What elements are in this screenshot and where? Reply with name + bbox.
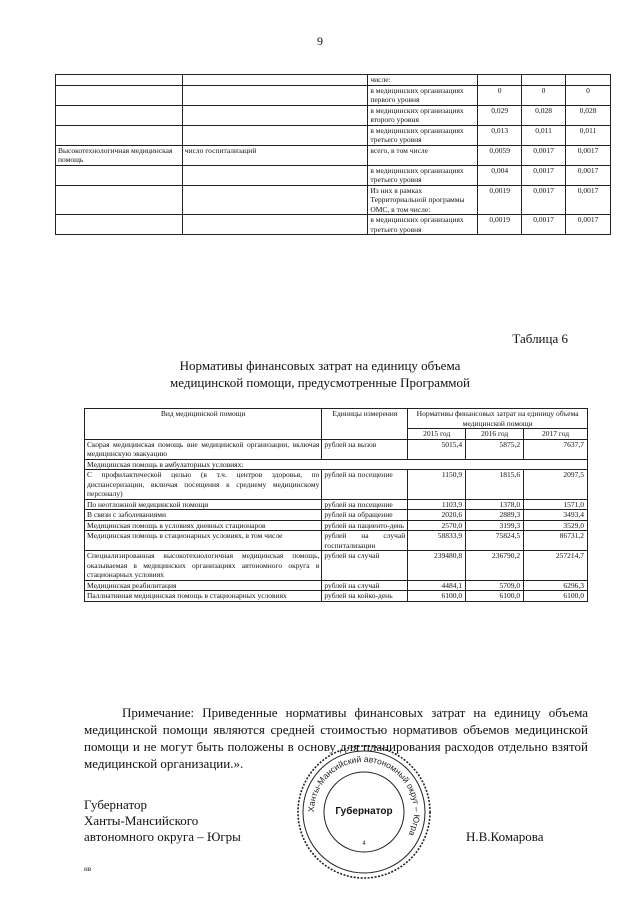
header-type: Вид медицинской помощи — [85, 409, 322, 440]
governor-okrug: автономного округа – Югры — [84, 829, 241, 844]
table-row — [85, 459, 588, 470]
cell-value: 1378,0 — [466, 499, 524, 510]
cell-unit: рублей на пациенто-день — [322, 520, 408, 531]
table-row — [85, 591, 588, 602]
table-row — [56, 85, 611, 105]
governor-region: Ханты-Мансийского — [84, 813, 199, 828]
cell-subcategory: в медицинских организациях третьего уровня — [368, 215, 478, 235]
governor-block — [84, 797, 241, 845]
cell-value — [478, 75, 522, 86]
cell-indicator — [182, 125, 368, 145]
cell-type — [56, 125, 183, 145]
table-title-line1: Нормативы финансовых затрат на единицу объема — [179, 358, 461, 373]
cell-value: 0,0017 — [522, 185, 566, 215]
cell-section-heading: Медицинская помощь в амбулаторных условиях: — [85, 459, 588, 470]
cell-unit: рублей на посещение — [322, 470, 408, 500]
cell-value: 75824,5 — [466, 531, 524, 551]
cell-value: 239480,8 — [408, 551, 466, 581]
table-label: Таблица 6 — [512, 331, 568, 346]
cell-value: 4484,1 — [408, 580, 466, 591]
cell-subcategory: числе: — [368, 75, 478, 86]
cell-value: 236790,2 — [466, 551, 524, 581]
financial-norms-table — [84, 408, 588, 602]
cell-indicator — [182, 215, 368, 235]
cell-indicator — [182, 75, 368, 86]
cell-value: 0,0017 — [566, 185, 611, 215]
volume-table-continuation — [55, 74, 611, 235]
header-year: 2017 год — [524, 429, 588, 440]
table-row — [85, 499, 588, 510]
table-row — [85, 439, 588, 459]
cell-value: 0,011 — [566, 125, 611, 145]
cell-value: 7637,7 — [524, 439, 588, 459]
official-seal — [294, 742, 434, 882]
header-year: 2016 год — [466, 429, 524, 440]
cell-unit: рублей на вызов — [322, 439, 408, 459]
seal-center-text: Губернатор — [335, 806, 393, 817]
cell-care-type: Паллиативная медицинская помощь в стационарных условиях — [85, 591, 322, 602]
cell-value: 0,0017 — [566, 145, 611, 165]
table-row — [85, 531, 588, 551]
cell-value: 6100,0 — [524, 591, 588, 602]
cell-unit: рублей на случай — [322, 551, 408, 581]
cell-value: 0,0019 — [478, 215, 522, 235]
cell-type — [56, 165, 183, 185]
header-units: Единицы измерения — [322, 409, 408, 440]
cell-unit: рублей на койко-день — [322, 591, 408, 602]
cell-value: 86731,2 — [524, 531, 588, 551]
cell-value: 0,0017 — [566, 215, 611, 235]
cell-value: 0 — [566, 85, 611, 105]
cell-value: 1571,0 — [524, 499, 588, 510]
cell-value: 2097,5 — [524, 470, 588, 500]
cell-value: 0,0017 — [522, 165, 566, 185]
cell-unit: рублей на обращение — [322, 510, 408, 521]
cell-value: 257214,7 — [524, 551, 588, 581]
cell-value: 1103,9 — [408, 499, 466, 510]
cell-value: 2020,6 — [408, 510, 466, 521]
cell-value: 0 — [478, 85, 522, 105]
cell-value: 6296,3 — [524, 580, 588, 591]
cell-value: 3493,4 — [524, 510, 588, 521]
cell-value: 5875,2 — [466, 439, 524, 459]
table-row — [85, 551, 588, 581]
cell-type — [56, 215, 183, 235]
cell-value: 0,013 — [478, 125, 522, 145]
page-number: 9 — [317, 34, 323, 48]
cell-type — [56, 75, 183, 86]
cell-value: 0,0017 — [522, 215, 566, 235]
cell-value: 58833,9 — [408, 531, 466, 551]
cell-value: 6100,0 — [466, 591, 524, 602]
cell-indicator: число госпитализаций — [182, 145, 368, 165]
cell-care-type: По неотложной медицинской помощи — [85, 499, 322, 510]
table-row — [56, 125, 611, 145]
cell-type — [56, 185, 183, 215]
cell-value: 1815,6 — [466, 470, 524, 500]
table-title-line2: медицинской помощи, предусмотренные Программой — [170, 375, 470, 390]
cell-care-type: Медицинская помощь в условиях дневных стационаров — [85, 520, 322, 531]
header-norms: Нормативы финансовых затрат на единицу объема медицинской помощи — [408, 409, 588, 429]
cell-value: 5709,0 — [466, 580, 524, 591]
cell-value — [566, 75, 611, 86]
cell-unit: рублей на случай госпитализации — [322, 531, 408, 551]
governor-title: Губернатор — [84, 797, 147, 812]
cell-care-type: Скорая медицинская помощь вне медицинской организации, включая медицинскую эвакуацию — [85, 439, 322, 459]
table-row — [56, 145, 611, 165]
cell-care-type: Специализированная высокотехнологичная медицинская помощь, оказываемая в медицинских организациях автономного округа в стационарных условиях — [85, 551, 322, 581]
note-paragraph: Примечание: Приведенные нормативы финансовых затрат на единицу объема медицинской помощи являются средней стоимостью нормативов объемов медицинской помощи и не могут быть положены в основу для планирования расходов отдельно взятой медицинской организации.». — [84, 705, 588, 771]
cell-value: 2570,0 — [408, 520, 466, 531]
cell-value: 0 — [522, 85, 566, 105]
cell-subcategory: в медицинских организациях третьего уровня — [368, 125, 478, 145]
header-year: 2015 год — [408, 429, 466, 440]
seal-ring-text: Ханты-Мансийский автономный округ – Югра — [305, 753, 423, 838]
cell-value: 6100,0 — [408, 591, 466, 602]
table-row — [85, 580, 588, 591]
seal-number: 4 — [362, 841, 366, 847]
cell-value — [522, 75, 566, 86]
cell-value: 0,004 — [478, 165, 522, 185]
cell-indicator — [182, 105, 368, 125]
cell-type — [56, 105, 183, 125]
cell-value: 0,028 — [566, 105, 611, 125]
table-row — [56, 105, 611, 125]
cell-value: 0,0059 — [478, 145, 522, 165]
table-row — [85, 510, 588, 521]
cell-value: 0,0017 — [522, 145, 566, 165]
cell-subcategory: всего, в том числе — [368, 145, 478, 165]
table-row — [56, 165, 611, 185]
signatory-name: Н.В.Комарова — [466, 829, 544, 844]
cell-unit: рублей на случай — [322, 580, 408, 591]
table-row — [56, 215, 611, 235]
cell-value: 3199,3 — [466, 520, 524, 531]
cell-value: 0,011 — [522, 125, 566, 145]
cell-value: 0,0017 — [566, 165, 611, 185]
table-row — [56, 75, 611, 86]
cell-care-type: Медицинская помощь в стационарных условиях, в том числе — [85, 531, 322, 551]
cell-subcategory: в медицинских организациях третьего уровня — [368, 165, 478, 185]
cell-care-type: Медицинская реабилитация — [85, 580, 322, 591]
cell-care-type: С профилактической целью (в т.ч. центров здоровья, по диспансеризации, включая посещения к среднему медицинскому персоналу) — [85, 470, 322, 500]
cell-care-type: В связи с заболеваниями — [85, 510, 322, 521]
cell-type — [56, 85, 183, 105]
cell-unit: рублей на посещение — [322, 499, 408, 510]
cell-indicator — [182, 185, 368, 215]
cell-value: 0,0019 — [478, 185, 522, 215]
cell-value: 2889,3 — [466, 510, 524, 521]
cell-subcategory: в медицинских организациях первого уровня — [368, 85, 478, 105]
table-row — [85, 520, 588, 531]
cell-subcategory: в медицинских организациях второго уровня — [368, 105, 478, 125]
executor-initials: нв — [84, 865, 92, 873]
cell-value: 0,028 — [522, 105, 566, 125]
cell-type: Высокотехнологичная медицинская помощь — [56, 145, 183, 165]
table-title — [0, 357, 640, 391]
cell-value: 3529,0 — [524, 520, 588, 531]
cell-value: 1150,9 — [408, 470, 466, 500]
cell-value: 0,029 — [478, 105, 522, 125]
table-row — [56, 185, 611, 215]
cell-indicator — [182, 165, 368, 185]
cell-subcategory: Из них в рамках Территориальной программы ОМС, в том числе: — [368, 185, 478, 215]
cell-indicator — [182, 85, 368, 105]
cell-value: 5015,4 — [408, 439, 466, 459]
table-row — [85, 470, 588, 500]
